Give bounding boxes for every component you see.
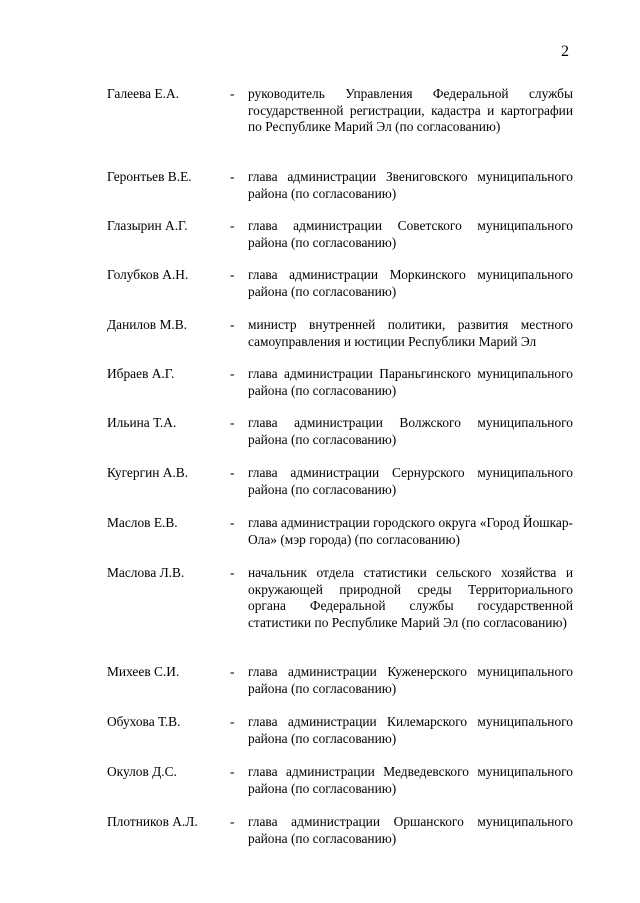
dash-separator: - — [230, 267, 235, 282]
position-description: глава администрации Советского муниципального района (по согласованию) — [248, 218, 573, 250]
position-description: глава администрации городского округа «Город Йошкар-Ола» (мэр города) (по согласованию) — [248, 515, 573, 547]
dash-separator: - — [230, 317, 235, 332]
person-name: Маслова Л.В. — [107, 565, 185, 580]
dash-separator: - — [230, 465, 235, 480]
dash-separator: - — [230, 86, 235, 101]
position-description: глава администрации Сернурского муниципального района (по согласованию) — [248, 465, 573, 497]
person-name: Данилов М.В. — [107, 317, 187, 332]
position-description: глава администрации Оршанского муниципального района (по согласованию) — [248, 814, 573, 846]
position-description: глава администрации Звениговского муниципального района (по согласованию) — [248, 169, 573, 201]
position-description: руководитель Управления Федеральной службы государственной регистрации, кадастра и картографии по Республике Марий Эл (по согласованию) — [248, 86, 573, 135]
person-name: Маслов Е.В. — [107, 515, 178, 530]
position-description: глава администрации Куженерского муниципального района (по согласованию) — [248, 664, 573, 696]
position-description: глава администрации Параньгинского муниципального района (по согласованию) — [248, 366, 573, 398]
dash-separator: - — [230, 664, 235, 679]
position-description: глава администрации Волжского муниципального района (по согласованию) — [248, 415, 573, 447]
person-name: Голубков А.Н. — [107, 267, 189, 282]
dash-separator: - — [230, 764, 235, 779]
person-name: Геронтьев В.Е. — [107, 169, 192, 184]
position-description: глава администрации Моркинского муниципального района (по согласованию) — [248, 267, 573, 299]
dash-separator: - — [230, 714, 235, 729]
person-name: Михеев С.И. — [107, 664, 180, 679]
person-name: Глазырин А.Г. — [107, 218, 188, 233]
person-name: Галеева Е.А. — [107, 86, 180, 101]
person-name: Ильина Т.А. — [107, 415, 177, 430]
position-description: глава администрации Медведевского муниципального района (по согласованию) — [248, 764, 573, 796]
person-name: Обухова Т.В. — [107, 714, 181, 729]
person-name: Окулов Д.С. — [107, 764, 177, 779]
position-description: начальник отдела статистики сельского хозяйства и окружающей природной среды Территориального органа Федеральной службы государственной статистики по Республике Марий Эл (по согласованию) — [248, 565, 573, 630]
dash-separator: - — [230, 565, 235, 580]
dash-separator: - — [230, 366, 235, 381]
dash-separator: - — [230, 415, 235, 430]
page-number: 2 — [561, 43, 569, 60]
position-description: министр внутренней политики, развития местного самоуправления и юстиции Республики Марий Эл — [248, 317, 573, 349]
dash-separator: - — [230, 218, 235, 233]
dash-separator: - — [230, 169, 235, 184]
person-name: Плотников А.Л. — [107, 814, 198, 829]
person-name: Кугергин А.В. — [107, 465, 189, 480]
position-description: глава администрации Килемарского муниципального района (по согласованию) — [248, 714, 573, 746]
dash-separator: - — [230, 814, 235, 829]
person-name: Ибраев А.Г. — [107, 366, 175, 381]
dash-separator: - — [230, 515, 235, 530]
